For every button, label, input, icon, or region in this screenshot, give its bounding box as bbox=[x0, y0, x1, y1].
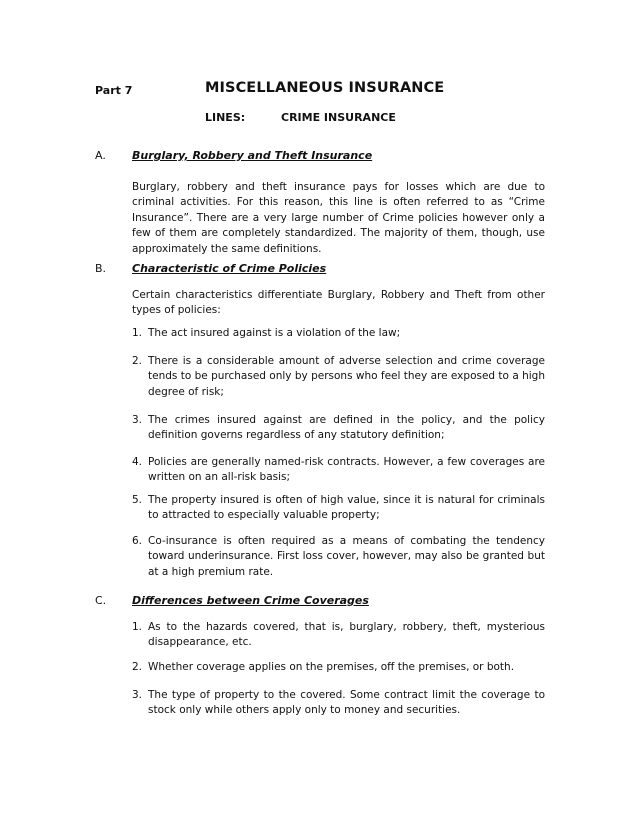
list-item-text: As to the hazards covered, that is, burglary, robbery, theft, mysterious disappearance, etc. bbox=[148, 621, 545, 649]
list-item-number: 2. bbox=[132, 661, 143, 673]
list-item-text: Whether coverage applies on the premises, off the premises, or both. bbox=[148, 661, 515, 673]
list-item-number: 4. bbox=[132, 456, 143, 468]
section-letter-a: A. bbox=[95, 149, 106, 162]
lines-value: CRIME INSURANCE bbox=[281, 111, 396, 124]
list-item-number: 3. bbox=[132, 689, 143, 701]
list-item-number: 3. bbox=[132, 414, 143, 426]
list-item-number: 1. bbox=[132, 621, 143, 633]
lines-label: LINES: bbox=[205, 111, 246, 124]
list-item-text: The crimes insured against are defined in the policy, and the policy definition governs regardless of any statutory definition; bbox=[148, 414, 545, 442]
section-b-paragraph: Certain characteristics differentiate Burglary, Robbery and Theft from other types of policies: bbox=[132, 289, 545, 317]
section-letter-c: C. bbox=[95, 594, 107, 607]
section-title-a: Burglary, Robbery and Theft Insurance bbox=[132, 149, 373, 162]
part-label: Part 7 bbox=[95, 84, 133, 97]
list-item-text: The act insured against is a violation of the law; bbox=[148, 327, 401, 339]
list-item-text: There is a considerable amount of adverse selection and crime coverage tends to be purchased only by persons who feel they are exposed to a high degree of risk; bbox=[148, 355, 545, 398]
list-item-number: 6. bbox=[132, 535, 143, 547]
list-item-text: Policies are generally named-risk contracts. However, a few coverages are written on an all-risk basis; bbox=[148, 456, 545, 484]
section-title-b: Characteristic of Crime Policies bbox=[132, 262, 327, 275]
list-item-number: 2. bbox=[132, 355, 143, 367]
list-item-text: Co-insurance is often required as a means of combating the tendency toward underinsurance. First loss cover, however, may also be granted but at a high premium rate. bbox=[148, 535, 545, 578]
page-title: MISCELLANEOUS INSURANCE bbox=[205, 80, 445, 96]
list-item-text: The type of property to the covered. Some contract limit the coverage to stock only while others apply only to money and securities. bbox=[148, 689, 545, 717]
list-item-number: 5. bbox=[132, 494, 143, 506]
list-item-number: 1. bbox=[132, 327, 143, 339]
section-letter-b: B. bbox=[95, 262, 107, 275]
list-item-text: The property insured is often of high value, since it is natural for criminals to attracted to especially valuable property; bbox=[148, 494, 545, 522]
section-title-c: Differences between Crime Coverages bbox=[132, 594, 369, 607]
section-a-paragraph: Burglary, robbery and theft insurance pays for losses which are due to criminal activities. For this reason, this line is often referred to as “Crime Insurance”. There are a very large number of Crime policies however only a few of them are completely standardized. The majority of them, though, use approximately the same definitions. bbox=[132, 181, 545, 255]
